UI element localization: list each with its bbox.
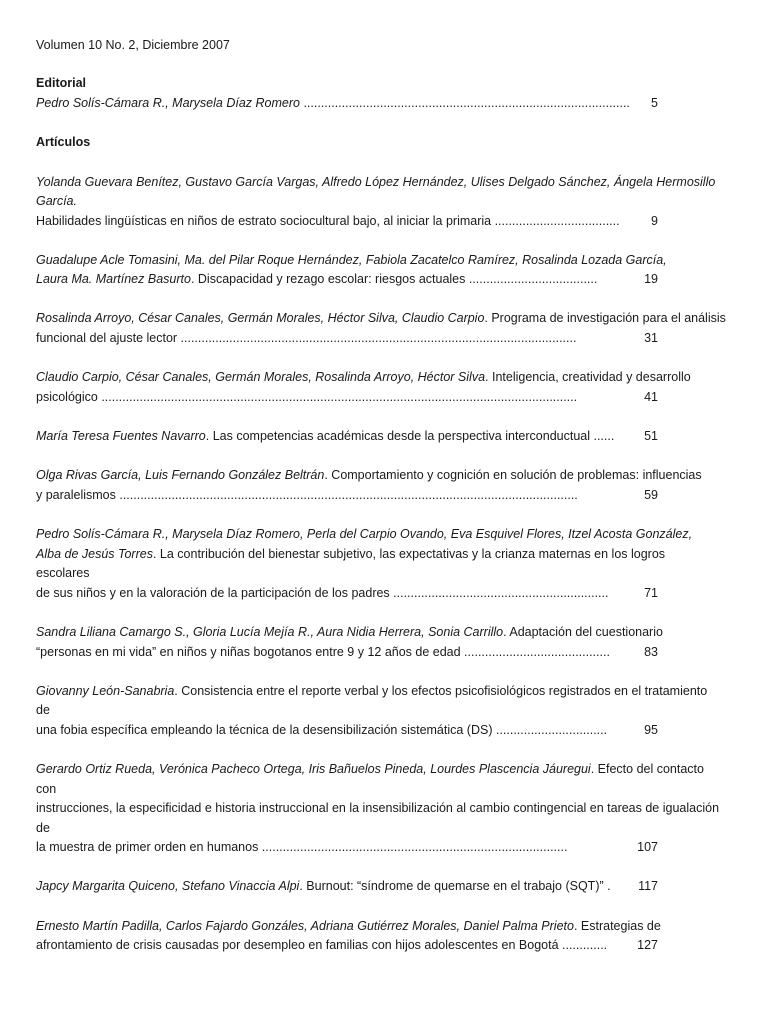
article-title: . Consistencia entre el reporte verbal y los efectos psicofisiológicos registrados en el tratamiento xyxy=(174,684,708,698)
article-authors: Ernesto Martín Padilla, Carlos Fajardo Gonzáles, Adriana Gutiérrez Morales, Daniel Palma Prieto xyxy=(36,919,574,933)
article-title-line: afrontamiento de crisis causadas por desempleo en familias con hijos adolescentes en Bogotá ............. xyxy=(36,938,608,952)
article-title-line: una fobia específica empleando la técnica de la desensibilización sistemática (DS) ................................ xyxy=(36,723,608,737)
article-title-line: psicológico ......................................................................................................................................... xyxy=(36,390,578,404)
article-title: . Adaptación del cuestionario xyxy=(503,625,663,639)
article-title: . Burnout: “síndrome de quemarse en el trabajo (SQT)” . xyxy=(299,879,611,893)
article-entry-line xyxy=(36,624,663,640)
article-authors: Guadalupe Acle Tomasini, Ma. del Pilar Roque Hernández, Fabiola Zacatelco Ramírez, Rosalinda Lozada García, xyxy=(36,253,667,267)
article-authors: Alba de Jesús Torres xyxy=(36,547,153,561)
page-number: 31 xyxy=(644,331,658,345)
page-number: 9 xyxy=(651,214,658,228)
article-title-line: escolares xyxy=(36,566,90,580)
page-number: 107 xyxy=(637,840,658,854)
article-title-line: Habilidades lingüísticas en niños de estrato sociocultural bajo, al iniciar la primaria .................................... xyxy=(36,214,620,228)
article-entry-line xyxy=(36,467,702,483)
issue-line: Volumen 10 No. 2, Diciembre 2007 xyxy=(36,38,230,52)
article-title: . Programa de investigación para el análisis xyxy=(484,311,726,325)
article-entry-line xyxy=(36,428,614,444)
article-entry-line xyxy=(36,878,611,894)
page-number: 19 xyxy=(644,272,658,286)
article-authors: María Teresa Fuentes Navarro xyxy=(36,429,206,443)
article-entry-line xyxy=(36,369,691,385)
article-title: . Efecto del contacto xyxy=(590,762,704,776)
leader-dots: .............................................................................................. xyxy=(299,96,630,110)
article-title-line: instrucciones, la especificidad e historia instruccional en la insensibilización al cambio contingencial en tareas de igualación xyxy=(36,801,720,815)
article-entry-line xyxy=(36,761,704,777)
page-number: 51 xyxy=(644,429,658,443)
page-number: 83 xyxy=(644,645,658,659)
article-title-line: la muestra de primer orden en humanos ........................................................................................ xyxy=(36,840,568,854)
editorial-authors: Pedro Solís-Cámara R., Marysela Díaz Romero xyxy=(36,96,300,110)
article-author-line xyxy=(36,252,667,268)
article-author-line xyxy=(36,526,692,542)
article-authors: García. xyxy=(36,194,77,208)
article-authors: Sandra Liliana Camargo S., Gloria Lucía Mejía R., Aura Nidia Herrera, Sonia Carrillo xyxy=(36,625,504,639)
article-authors: Rosalinda Arroyo, César Canales, Germán Morales, Héctor Silva, Claudio Carpio xyxy=(36,311,485,325)
article-entry-line xyxy=(36,546,665,562)
article-title: . La contribución del bienestar subjetivo, las expectativas y la crianza maternas en los logros xyxy=(152,547,666,561)
articles-heading: Artículos xyxy=(36,135,91,149)
article-authors: Olga Rivas García, Luis Fernando González Beltrán xyxy=(36,468,325,482)
article-authors: Japcy Margarita Quiceno, Stefano Vinaccia Alpi xyxy=(36,879,300,893)
article-title: . Comportamiento y cognición en solución de problemas: influencias xyxy=(324,468,702,482)
article-authors: Yolanda Guevara Benítez, Gustavo García Vargas, Alfredo López Hernández, Ulises Delgado Sánchez, Ángela Hermosillo xyxy=(36,175,716,189)
page-number: 71 xyxy=(644,586,658,600)
page-number: 95 xyxy=(644,723,658,737)
article-title: . Discapacidad y rezago escolar: riesgos actuales ..................................... xyxy=(190,272,598,286)
article-author-line xyxy=(36,174,715,190)
editorial-heading: Editorial xyxy=(36,76,87,90)
article-entry-line xyxy=(36,683,707,699)
page-number: 41 xyxy=(644,390,658,404)
article-title: . Inteligencia, creatividad y desarrollo xyxy=(485,370,691,384)
article-entry-line xyxy=(36,310,726,326)
editorial-entry xyxy=(36,95,630,111)
article-entry-line xyxy=(36,271,597,287)
page-number: 59 xyxy=(644,488,658,502)
article-title-line: y paralelismos .................................................................................................................................... xyxy=(36,488,578,502)
page-number: 127 xyxy=(637,938,658,952)
article-authors: Pedro Solís-Cámara R., Marysela Díaz Romero, Perla del Carpio Ovando, Eva Esquivel Flores, Itzel Acosta González, xyxy=(36,527,693,541)
article-title: . Las competencias académicas desde la perspectiva interconductual ...... xyxy=(205,429,615,443)
article-title: . Estrategias de xyxy=(573,919,661,933)
article-title-line: de xyxy=(36,821,50,835)
article-entry-line xyxy=(36,918,661,934)
article-title-line: de xyxy=(36,703,50,717)
page-number: 5 xyxy=(651,96,658,110)
article-author-line xyxy=(36,193,77,209)
article-authors: Laura Ma. Martínez Basurto xyxy=(36,272,191,286)
page-number: 117 xyxy=(638,879,658,893)
article-title-line: “personas en mi vida” en niños y niñas bogotanos entre 9 y 12 años de edad .......................................... xyxy=(36,645,610,659)
article-authors: Claudio Carpio, César Canales, Germán Morales, Rosalinda Arroyo, Héctor Silva xyxy=(36,370,486,384)
article-title-line: de sus niños y en la valoración de la participación de los padres .............................................................. xyxy=(36,586,609,600)
article-authors: Gerardo Ortiz Rueda, Verónica Pacheco Ortega, Iris Bañuelos Pineda, Lourdes Plascencia Jáuregui xyxy=(36,762,591,776)
article-authors: Giovanny León-Sanabria xyxy=(36,684,175,698)
article-title-line: con xyxy=(36,782,57,796)
article-title-line: funcional del ajuste lector .................................................................................................................. xyxy=(36,331,577,345)
